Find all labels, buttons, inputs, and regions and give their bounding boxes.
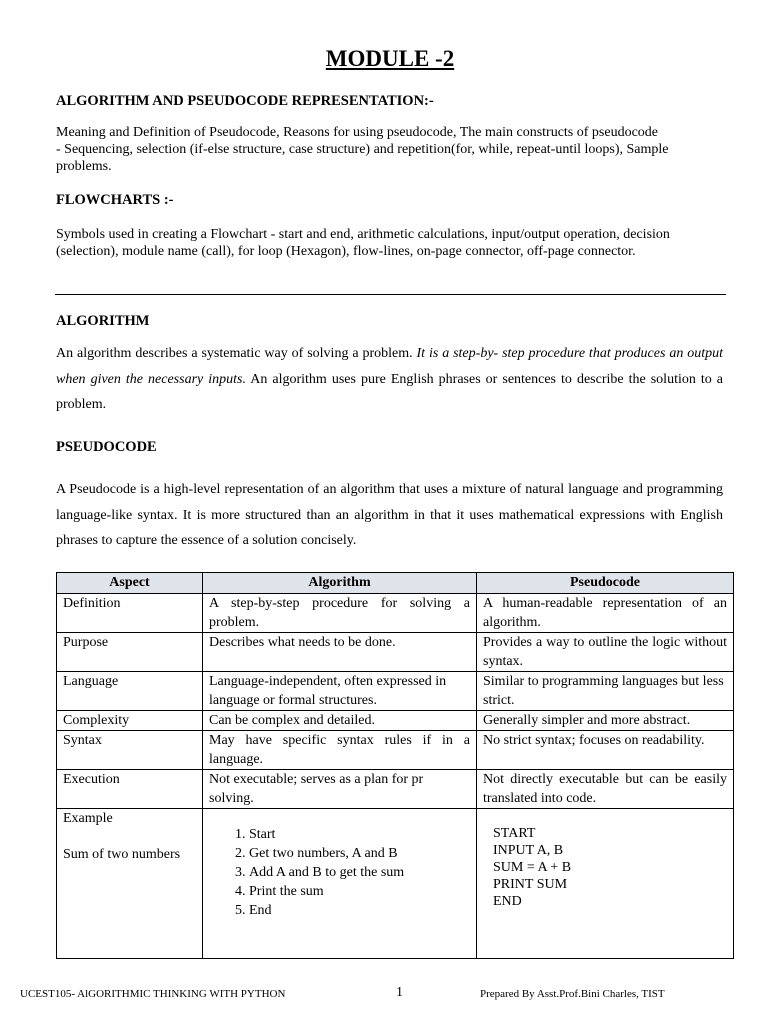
table-row bbox=[57, 672, 734, 711]
table-cell bbox=[203, 809, 477, 959]
table-cell: Not directly executable but can be easily translated into code. bbox=[477, 770, 734, 809]
footer-page-number: 1 bbox=[396, 985, 403, 1000]
list-item: 5. End bbox=[249, 901, 470, 920]
table-header: Pseudocode bbox=[477, 573, 734, 594]
section1-body bbox=[56, 124, 669, 175]
table-row bbox=[57, 633, 734, 672]
algorithm-text: An algorithm uses pure English phrases or sentences to describe the solution to a problem. bbox=[56, 371, 723, 412]
pseudocode-heading: PSEUDOCODE bbox=[56, 439, 157, 455]
table-row-example bbox=[57, 809, 734, 959]
table-cell bbox=[477, 809, 734, 959]
code-line: PRINT SUM bbox=[493, 877, 568, 892]
code-line: END bbox=[493, 894, 522, 909]
code-line: INPUT A, B bbox=[493, 843, 564, 858]
section2-line: (selection), module name (call), for loop (Hexagon), flow-lines, on-page connector, off-page connector. bbox=[56, 244, 636, 259]
section1-line: Meaning and Definition of Pseudocode, Reasons for using pseudocode, The main constructs of pseudocode bbox=[56, 125, 658, 140]
table-cell: Language bbox=[57, 672, 203, 711]
section-heading-algorithm-pseudocode: ALGORITHM AND PSEUDOCODE REPRESENTATION:- bbox=[56, 93, 434, 109]
list-item: 3. Add A and B to get the sum bbox=[249, 863, 470, 882]
pseudocode-paragraph: A Pseudocode is a high-level representation of an algorithm that uses a mixture of natural language and programming language-like syntax. It is more structured than an algorithm in that it uses mathematical expressions with English phrases to capture the essence of a solution concisely. bbox=[56, 482, 723, 548]
section1-line: - Sequencing, selection (if-else structure, case structure) and repetition(for, while, repeat-until loops), Sample bbox=[56, 142, 669, 157]
table-cell: Syntax bbox=[57, 731, 203, 770]
code-line: SUM = A + B bbox=[493, 860, 572, 875]
pseudocode-block bbox=[493, 825, 727, 910]
table-cell: Purpose bbox=[57, 633, 203, 672]
code-line: START bbox=[493, 826, 536, 841]
section1-line: problems. bbox=[56, 159, 112, 174]
comparison-table bbox=[56, 572, 734, 959]
divider bbox=[55, 294, 726, 295]
footer-author: Prepared By Asst.Prof.Bini Charles, TIST bbox=[480, 988, 665, 1000]
table-cell: May have specific syntax rules if in a language. bbox=[203, 731, 477, 770]
section2-body bbox=[56, 226, 670, 260]
table-cell: A step-by-step procedure for solving a problem. bbox=[203, 594, 477, 633]
algorithm-steps-list bbox=[209, 825, 470, 920]
table-cell-line: language or formal structures. bbox=[209, 693, 377, 708]
table-header: Algorithm bbox=[203, 573, 477, 594]
example-label: Example bbox=[63, 811, 113, 826]
section-heading-flowcharts: FLOWCHARTS :- bbox=[56, 192, 174, 208]
table-cell: Can be complex and detailed. bbox=[203, 711, 477, 731]
table-row bbox=[57, 770, 734, 809]
table-cell: Similar to programming languages but less strict. bbox=[477, 672, 734, 711]
section2-line: Symbols used in creating a Flowchart - start and end, arithmetic calculations, input/output operation, decision bbox=[56, 227, 670, 242]
algorithm-heading: ALGORITHM bbox=[56, 313, 150, 329]
table-cell: Definition bbox=[57, 594, 203, 633]
table-row bbox=[57, 711, 734, 731]
table-cell: A human-readable representation of an algorithm. bbox=[477, 594, 734, 633]
example-sublabel: Sum of two numbers bbox=[63, 847, 181, 862]
algorithm-text-italic: It is a step-by- step procedure that produces an output when given the necessary inputs. bbox=[56, 346, 723, 387]
table-cell: Describes what needs to be done. bbox=[203, 633, 477, 672]
table-cell bbox=[203, 770, 477, 809]
list-item: 1. Start bbox=[249, 825, 470, 844]
table-row bbox=[57, 594, 734, 633]
table-cell bbox=[203, 672, 477, 711]
footer-course: UCEST105- AlGORITHMIC THINKING WITH PYTHON bbox=[20, 988, 286, 1000]
table-cell-line: Not executable; serves as a plan for pr bbox=[209, 772, 424, 787]
algorithm-paragraph bbox=[56, 341, 723, 418]
list-item: 4. Print the sum bbox=[249, 882, 470, 901]
table-cell: Generally simpler and more abstract. bbox=[477, 711, 734, 731]
table-cell: Complexity bbox=[57, 711, 203, 731]
table-cell: No strict syntax; focuses on readability. bbox=[477, 731, 734, 770]
page-title: MODULE -2 bbox=[325, 46, 455, 71]
table-cell bbox=[57, 809, 203, 959]
table-cell: Provides a way to outline the logic without syntax. bbox=[477, 633, 734, 672]
table-cell-line: solving. bbox=[209, 791, 254, 806]
table-cell-line: Language-independent, often expressed in bbox=[209, 674, 447, 689]
table-header-row bbox=[57, 573, 734, 594]
table-cell: Execution bbox=[57, 770, 203, 809]
list-item: 2. Get two numbers, A and B bbox=[249, 844, 470, 863]
algorithm-text: An algorithm describes a systematic way of solving a problem. bbox=[56, 346, 417, 361]
table-row bbox=[57, 731, 734, 770]
table-header: Aspect bbox=[57, 573, 203, 594]
